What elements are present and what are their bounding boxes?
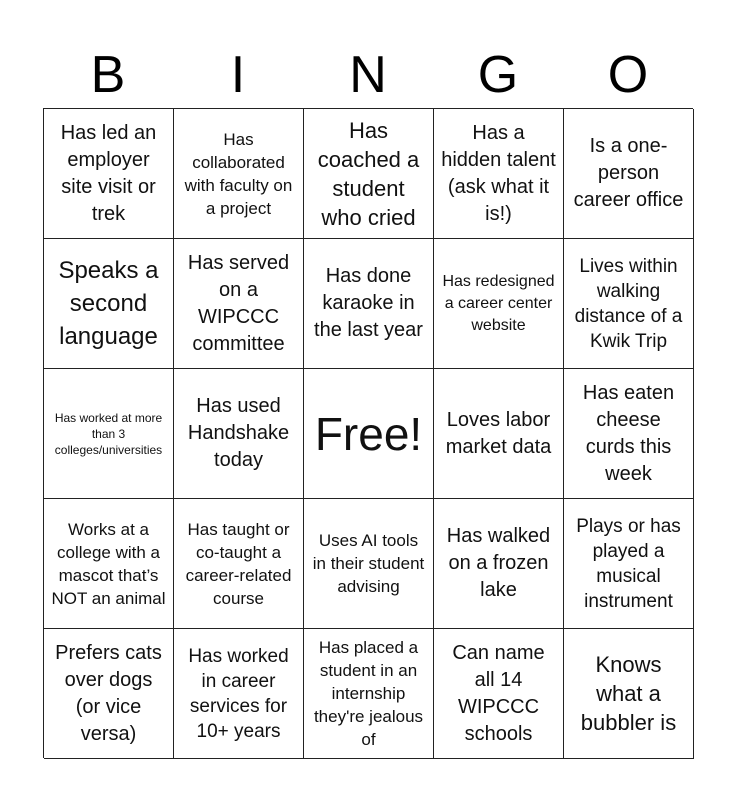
bingo-cell[interactable] — [434, 109, 564, 239]
bingo-cell[interactable] — [44, 499, 174, 629]
cell-text: Knows what a bubbler is — [580, 652, 677, 735]
header-letter-o: O — [607, 46, 649, 104]
header-letter-b: B — [90, 46, 126, 104]
bingo-cell[interactable] — [564, 629, 694, 759]
bingo-cell[interactable] — [44, 369, 174, 499]
cell-text: Has collaborated with faculty on a project — [184, 129, 293, 218]
cell-text: Has coached a student who cried — [317, 117, 420, 230]
bingo-cell[interactable] — [44, 109, 174, 239]
bingo-cell[interactable] — [564, 499, 694, 629]
bingo-cell[interactable] — [434, 239, 564, 369]
cell-text: Speaks a second language — [58, 257, 159, 350]
cell-text: Has done karaoke in the last year — [314, 265, 423, 341]
cell-text: Lives within walking distance of a Kwik Trip — [574, 255, 683, 352]
bingo-cell[interactable] — [44, 239, 174, 369]
bingo-cell[interactable] — [174, 499, 304, 629]
cell-text: Has served on a WIPCCC committee — [187, 251, 290, 355]
cell-text: Plays or has played a musical instrument — [576, 515, 681, 612]
cell-text: Uses AI tools in their student advising — [312, 531, 425, 596]
bingo-cell[interactable] — [304, 629, 434, 759]
bingo-cell[interactable] — [44, 629, 174, 759]
cell-text: Has placed a student in an internship they're jealous of — [313, 638, 424, 749]
bingo-cell[interactable] — [434, 369, 564, 499]
bingo-cell[interactable] — [304, 499, 434, 629]
bingo-cell[interactable] — [174, 109, 304, 239]
cell-text: Has led an employer site visit or trek — [60, 121, 157, 225]
cell-text: Is a one-person career office — [573, 135, 684, 211]
bingo-cell[interactable] — [434, 499, 564, 629]
bingo-cell[interactable] — [304, 239, 434, 369]
cell-text: Works at a college with a mascot that’s NOT an animal — [51, 519, 166, 608]
cell-text: Has used Handshake today — [187, 395, 290, 471]
bingo-cell[interactable] — [434, 629, 564, 759]
header-letter-g: G — [477, 46, 519, 104]
header-letter-n: N — [349, 46, 387, 104]
cell-text: Has taught or co-taught a career-related course — [185, 519, 292, 608]
bingo-cell[interactable] — [564, 369, 694, 499]
header-letter-i: I — [230, 46, 246, 104]
cell-text: Has eaten cheese curds this week — [582, 381, 675, 485]
bingo-cell[interactable] — [564, 109, 694, 239]
cell-text: Prefers cats over dogs (or vice versa) — [55, 641, 162, 745]
bingo-cell[interactable] — [564, 239, 694, 369]
bingo-cell[interactable] — [304, 109, 434, 239]
cell-text: Has a hidden talent (ask what it is!) — [441, 121, 556, 225]
free-space-cell[interactable] — [304, 369, 434, 499]
cell-text: Has walked on a frozen lake — [446, 525, 551, 601]
bingo-header — [43, 44, 693, 106]
cell-text: Has redesigned a career center website — [442, 272, 555, 334]
cell-text: Has worked in career services for 10+ years — [188, 645, 289, 742]
bingo-board — [43, 108, 693, 758]
cell-text: Can name all 14 WIPCCC schools — [452, 641, 545, 745]
bingo-cell[interactable] — [174, 369, 304, 499]
bingo-cell[interactable] — [174, 629, 304, 759]
cell-text: Has worked at more than 3 colleges/universities — [54, 410, 163, 457]
free-space-text: Free! — [314, 407, 423, 460]
cell-text: Loves labor market data — [445, 408, 552, 458]
bingo-cell[interactable] — [174, 239, 304, 369]
